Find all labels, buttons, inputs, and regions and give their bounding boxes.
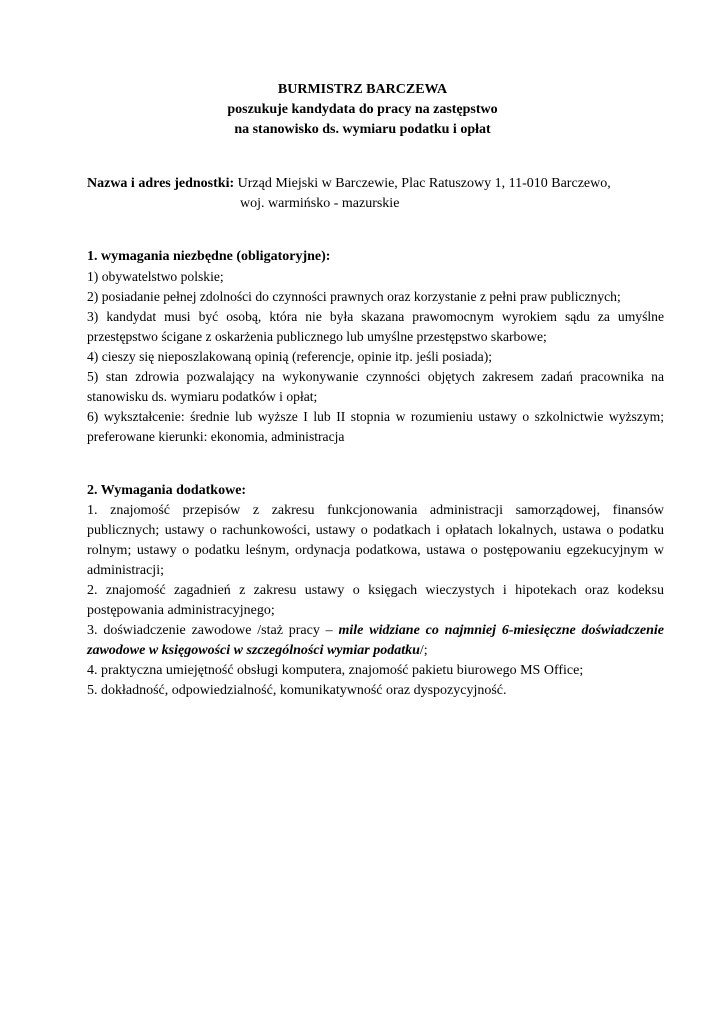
additional-item: 2. znajomość zagadnień z zakresu ustawy o księgach wieczystych i hipotekach oraz kodeksu postępowania administracyjnego; [87, 583, 664, 618]
experience-prefix: 3. doświadczenie zawodowe /staż pracy – [87, 623, 339, 638]
required-item: 2) posiadanie pełnej zdolności do czynności prawnych oraz korzystanie z pełni praw publicznych; [87, 289, 621, 304]
section-additional-heading: 2. Wymagania dodatkowe: [87, 483, 247, 498]
required-item: 6) wykształcenie: średnie lub wyższe I lub II stopnia w rozumieniu ustawy o szkolnictwie wyższym; preferowane kierunki: ekonomia, administracja [87, 409, 664, 444]
additional-item: 5. dokładność, odpowiedzialność, komunikatywność oraz dyspozycyjność. [87, 683, 507, 698]
section-required-heading: 1. wymagania niezbędne (obligatoryjne): [87, 249, 331, 264]
required-item: 4) cieszy się nieposzlakowaną opinią (referencje, opinie itp. jeśli posiada); [87, 349, 493, 364]
section-required [87, 247, 664, 447]
unit-label: Nazwa i adres jednostki: [87, 176, 235, 191]
required-item: 3) kandydat musi być osobą, która nie była skazana prawomocnym wyrokiem sądu za umyślne przestępstwo ścigane z oskarżenia publicznego lub umyślne przestępstwo skarbowe; [87, 309, 664, 344]
additional-item: 4. praktyczna umiejętność obsługi komputera, znajomość pakietu biurowego MS Office; [87, 663, 584, 678]
required-item: 5) stan zdrowia pozwalający na wykonywanie czynności objętych zakresem zadań pracownika na stanowisku ds. wymiaru podatków i opłat; [87, 369, 664, 404]
header-title: BURMISTRZ BARCZEWA [277, 82, 448, 97]
additional-item-experience [87, 621, 664, 661]
experience-suffix: /; [419, 643, 428, 658]
header-subtitle-1: poszukuje kandydata do pracy na zastępstwo [227, 102, 498, 117]
header-subtitle-2: na stanowisko ds. wymiaru podatku i opłat [234, 122, 491, 137]
additional-item: 1. znajomość przepisów z zakresu funkcjonowania administracji samorządowej, finansów publicznych; ustawy o rachunkowości, ustawy o podatkach i opłatach lokalnych, ustawa o podatku rolnym; ustawy o podatku leśnym, ordynacja podatkowa, ustawa o postępowaniu egzekucyjnym w administracji; [87, 503, 664, 578]
unit-address-line-1: Urząd Miejski w Barczewie, Plac Ratuszowy 1, 11-010 Barczewo, [237, 176, 611, 191]
required-item: 1) obywatelstwo polskie; [87, 269, 224, 284]
experience-emphasis: mile widziane co najmniej 6-miesięczne doświadczenie zawodowe w księgowości w szczególności wymiar podatku [87, 623, 664, 658]
document-header [0, 80, 725, 140]
unit-address-line-2: woj. warmińsko - mazurskie [240, 196, 400, 211]
section-additional [87, 481, 664, 701]
unit-info [87, 174, 687, 214]
